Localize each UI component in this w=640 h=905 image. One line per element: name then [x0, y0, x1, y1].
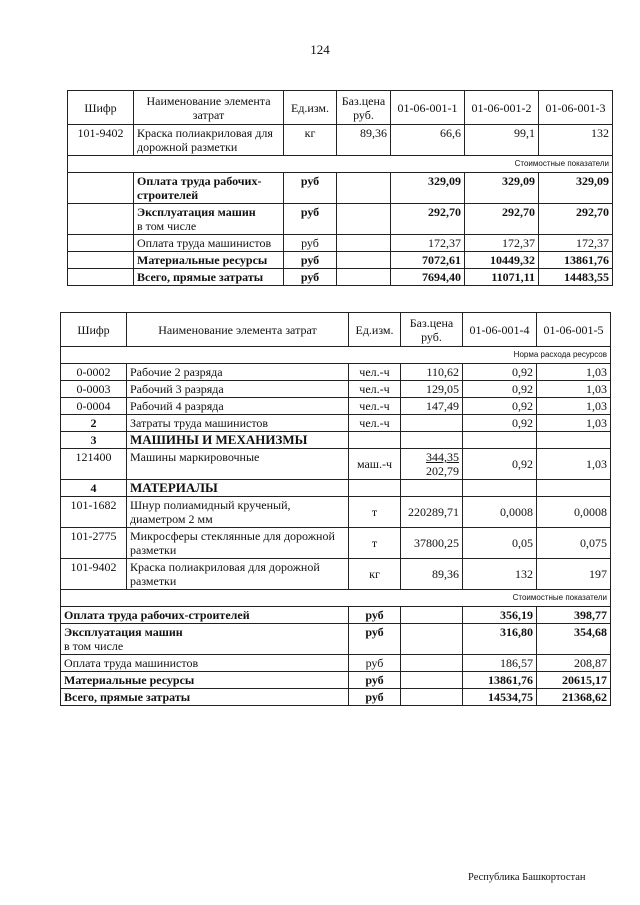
cost-value: 292,70	[539, 204, 613, 235]
cost-table-1	[67, 90, 613, 286]
row-value: 1,03	[537, 364, 611, 381]
cost-name: Материальные ресурсы	[61, 672, 349, 689]
row-unit: чел.-ч	[349, 398, 401, 415]
header-col-3: 01-06-001-3	[539, 91, 613, 125]
cost-name: Эксплуатация машин	[137, 205, 256, 219]
table-row	[61, 449, 611, 480]
header-unit: Ед.изм.	[349, 313, 401, 347]
cost-name: Всего, прямые затраты	[61, 689, 349, 706]
cost-value: 14483,55	[539, 269, 613, 286]
cost-name-sub: в том числе	[137, 219, 197, 233]
section-row	[61, 432, 611, 449]
table-row	[61, 624, 611, 655]
row-name: Шнур полиамидный крученый, диаметром 2 мм	[127, 497, 349, 528]
cost-value: 21368,62	[537, 689, 611, 706]
row-code: 101-1682	[61, 497, 127, 528]
row-code: 2	[61, 415, 127, 432]
row-unit: маш.-ч	[349, 449, 401, 480]
cost-unit: руб	[349, 689, 401, 706]
cost-value: 356,19	[463, 607, 537, 624]
row-name: Краска полиакриловая для дорожной разметки	[127, 559, 349, 590]
cost-name: Оплата труда машинистов	[61, 655, 349, 672]
cost-name: Оплата труда рабочих-строителей	[134, 173, 284, 204]
row-price: 220289,71	[401, 497, 463, 528]
cost-value: 208,87	[537, 655, 611, 672]
cost-value: 398,77	[537, 607, 611, 624]
row-value: 0,0008	[537, 497, 611, 528]
row-price: 344,35	[426, 450, 459, 464]
table-row	[61, 497, 611, 528]
row-unit: т	[349, 528, 401, 559]
row-value: 1,03	[537, 449, 611, 480]
row-code: 101-9402	[68, 125, 134, 156]
cost-value: 20615,17	[537, 672, 611, 689]
cost-unit: руб	[284, 235, 337, 252]
row-code: 101-2775	[61, 528, 127, 559]
row-name: Затраты труда машинистов	[127, 415, 349, 432]
header-col-4: 01-06-001-4	[463, 313, 537, 347]
cost-name-sub: в том числе	[64, 639, 124, 653]
cost-name: Оплата труда машинистов	[134, 235, 284, 252]
table-row	[61, 528, 611, 559]
cost-value: 11071,11	[465, 269, 539, 286]
row-price: 37800,25	[401, 528, 463, 559]
row-value: 1,03	[537, 398, 611, 415]
header-unit: Ед.изм.	[284, 91, 337, 125]
section-code: 4	[61, 480, 127, 497]
row-value: 197	[537, 559, 611, 590]
table-row	[68, 173, 613, 204]
row-name: Краска полиакриловая для дорожной разметки	[134, 125, 284, 156]
row-price: 147,49	[401, 398, 463, 415]
row-value: 0,92	[463, 449, 537, 480]
cost-value: 354,68	[537, 624, 611, 655]
cost-value: 7072,61	[391, 252, 465, 269]
row-price: 89,36	[337, 125, 391, 156]
row-code: 0-0002	[61, 364, 127, 381]
row-value: 132	[463, 559, 537, 590]
cost-value: 292,70	[391, 204, 465, 235]
cost-value: 329,09	[539, 173, 613, 204]
cost-unit: руб	[284, 269, 337, 286]
header-col-5: 01-06-001-5	[537, 313, 611, 347]
cost-value: 329,09	[391, 173, 465, 204]
cost-unit: руб	[349, 655, 401, 672]
table-row	[61, 415, 611, 432]
cost-value: 10449,32	[465, 252, 539, 269]
page-number: 124	[310, 42, 330, 57]
header-name: Наименование элемента затрат	[134, 91, 284, 125]
cost-unit: руб	[284, 252, 337, 269]
row-value: 0,0008	[463, 497, 537, 528]
table-row	[68, 252, 613, 269]
row-value: 0,92	[463, 415, 537, 432]
row-unit: чел.-ч	[349, 381, 401, 398]
header-col-2: 01-06-001-2	[465, 91, 539, 125]
row-value: 132	[539, 125, 613, 156]
footer-region: Республика Башкортостан	[468, 872, 586, 883]
row-name: Рабочий 4 разряда	[127, 398, 349, 415]
cost-value: 7694,40	[391, 269, 465, 286]
table-row	[61, 398, 611, 415]
cost-value: 14534,75	[463, 689, 537, 706]
row-name: Рабочий 3 разряда	[127, 381, 349, 398]
section-title: МАТЕРИАЛЫ	[127, 480, 349, 497]
table-row	[61, 655, 611, 672]
cost-value: 186,57	[463, 655, 537, 672]
row-value: 0,075	[537, 528, 611, 559]
cost-name: Всего, прямые затраты	[134, 269, 284, 286]
row-price: 129,05	[401, 381, 463, 398]
cost-value: 13861,76	[463, 672, 537, 689]
cost-unit: руб	[284, 173, 337, 204]
header-name: Наименование элемента затрат	[127, 313, 349, 347]
row-unit: чел.-ч	[349, 415, 401, 432]
header-base-price: Баз.цена руб.	[337, 91, 391, 125]
row-value: 0,05	[463, 528, 537, 559]
subheader-cost: Стоимостные показатели	[61, 590, 611, 607]
cost-name: Материальные ресурсы	[134, 252, 284, 269]
header-code: Шифр	[68, 91, 134, 125]
table-row	[61, 381, 611, 398]
row-unit: кг	[349, 559, 401, 590]
section-row	[61, 480, 611, 497]
row-price: 89,36	[401, 559, 463, 590]
row-code: 0-0003	[61, 381, 127, 398]
table-row	[61, 672, 611, 689]
table-row	[68, 204, 613, 235]
row-unit: т	[349, 497, 401, 528]
row-value: 66,6	[391, 125, 465, 156]
cost-name: Эксплуатация машин	[64, 625, 183, 639]
row-name: Машины маркировочные	[127, 449, 349, 480]
row-value: 0,92	[463, 364, 537, 381]
table-row	[61, 364, 611, 381]
row-value: 0,92	[463, 398, 537, 415]
row-unit: кг	[284, 125, 337, 156]
row-name: Микросферы стеклянные для дорожной разметки	[127, 528, 349, 559]
row-code: 121400	[61, 449, 127, 480]
cost-value: 172,37	[539, 235, 613, 252]
row-code: 0-0004	[61, 398, 127, 415]
row-value: 1,03	[537, 415, 611, 432]
row-name: Рабочие 2 разряда	[127, 364, 349, 381]
row-unit: чел.-ч	[349, 364, 401, 381]
section-title: МАШИНЫ И МЕХАНИЗМЫ	[127, 432, 349, 449]
header-code: Шифр	[61, 313, 127, 347]
cost-value: 13861,76	[539, 252, 613, 269]
cost-name: Оплата труда рабочих-строителей	[61, 607, 349, 624]
row-value: 1,03	[537, 381, 611, 398]
subheader-norm: Норма расхода ресурсов	[61, 347, 611, 364]
table-row	[61, 607, 611, 624]
table-row	[68, 269, 613, 286]
cost-unit: руб	[284, 204, 337, 235]
cost-unit: руб	[349, 672, 401, 689]
table-row	[68, 235, 613, 252]
cost-table-2	[60, 312, 611, 706]
row-price: 110,62	[401, 364, 463, 381]
row-value: 0,92	[463, 381, 537, 398]
table-row	[61, 559, 611, 590]
header-base-price: Баз.цена руб.	[401, 313, 463, 347]
subheader-cost: Стоимостные показатели	[68, 156, 613, 173]
row-price-2: 202,79	[426, 464, 459, 478]
section-code: 3	[61, 432, 127, 449]
cost-unit: руб	[349, 607, 401, 624]
cost-value: 172,37	[391, 235, 465, 252]
cost-value: 316,80	[463, 624, 537, 655]
table-row	[61, 689, 611, 706]
row-code: 101-9402	[61, 559, 127, 590]
header-col-1: 01-06-001-1	[391, 91, 465, 125]
cost-unit: руб	[349, 624, 401, 655]
cost-value: 172,37	[465, 235, 539, 252]
row-value: 99,1	[465, 125, 539, 156]
table-row	[68, 125, 613, 156]
cost-value: 292,70	[465, 204, 539, 235]
cost-value: 329,09	[465, 173, 539, 204]
